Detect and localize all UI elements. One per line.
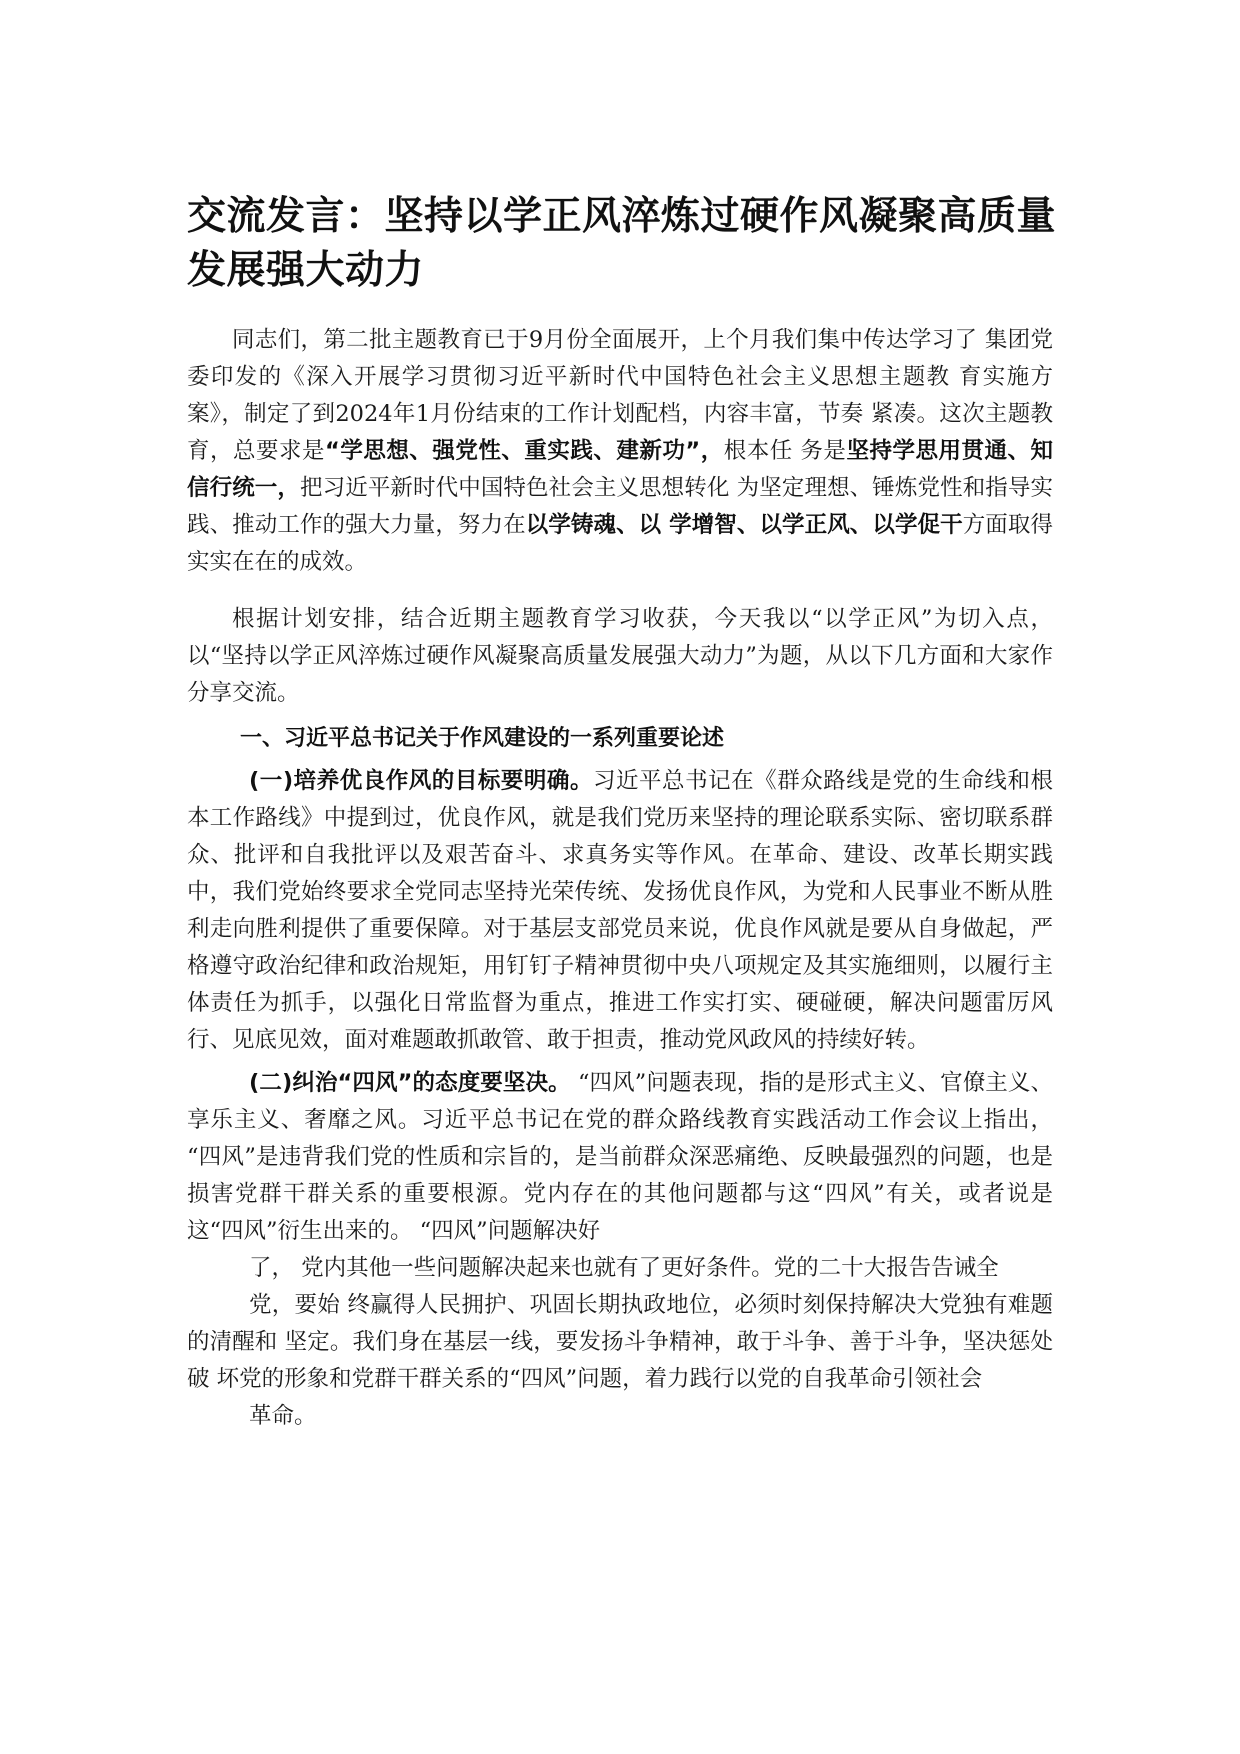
intro-text-c: 根本任 务是 [723, 438, 847, 464]
subheading-four-winds: (二)纠治“四风”的态度要坚决。 [249, 1070, 571, 1096]
good-style-text: 习近平总书记在《群众路线是党的生命线和根本工作路线》中提到过，优良作风，就是我们党历来坚持的理论联系实际、密切联系群众、批评和自我批评以及艰苦奋斗、求真务实等作风。在革命、建设、改革长期实践中，我们党始终要求全党同志坚持光荣传统、发扬优良作风，为党和人民事业不断从胜利走向胜利提供了重要保障。对于基层支部党员来说，优良作风就是要从自身做起，严格遵守政治纪律和政治规矩，用钉钉子精神贯彻中央八项规定及其实施细则，以履行主体责任为抓手，以强化日常监督为重点，推进工作实打实、硬碰硬，解决问题雷厉风行、见底见效，面对难题敢抓敢管、敢于担责，推动党风政风的持续好转。 [187, 768, 1053, 1053]
four-winds-line-3: 党，要始 终赢得人民拥护、巩固长期执政地位，必须时刻保持解决大党独有难题的清醒和 坚定。我们身在基层一线，要发扬斗争精神，敢于斗争、善于斗争，坚决惩处破 坏党的形象和党群干群关系的“四风”问题，着力践行以党的自我革命引领社会 [187, 1292, 1053, 1392]
section-heading-1: 一、习近平总书记关于作风建设的一系列重要论述 [240, 726, 725, 751]
paragraph-topic: 根据计划安排，结合近期主题教育学习收获，今天我以“以学正风”为切入点，以“坚持以学正风淬炼过硬作风凝聚高质量发展强大动力”为题，从以下几方面和大家作分享交流。 [187, 606, 1053, 706]
intro-goals: 以学铸魂、以 学增智、以学正风、以学促干 [525, 512, 963, 538]
intro-text-a: 同志们，第二批主题教育已于9月份全面展开，上个月我们集中传达学习了 集团党委印发的《深入开展学习贯彻习近平新时代中国特色社会主义思想主题教 育实施方案》，制定了到2024年1月份结束的工作计划配档，内容丰富，节奏 紧凑。这次主题教育，总要求是 [187, 327, 1053, 464]
paragraph-good-style [187, 763, 1053, 1059]
four-winds-line-4: 革命。 [249, 1403, 317, 1429]
document-body [187, 322, 1053, 1435]
intro-fundamental-task: 坚持学思用贯通、知信行统一， [187, 438, 1053, 501]
intro-general-requirement: “学思想、强党性、重实践、建新功”， [325, 438, 724, 464]
document-title: 交流发言：坚持以学正风淬炼过硬作风凝聚高质量发展强大动力 [187, 194, 1057, 293]
subheading-good-style: (一)培养优良作风的目标要明确。 [249, 768, 593, 794]
intro-text-e: 把习近平新时代中国特色社会主义思想转化 为坚定理想、锤炼党性和指导实践、推动工作的强大力量，努力在 [187, 475, 1053, 538]
four-winds-text: “四风”问题表现，指的是形式主义、官僚主义、享乐主义、奢靡之风。习近平总书记在党的群众路线教育实践活动工作会议上指出， “四风”是违背我们党的性质和宗旨的，是当前群众深恶痛绝、反映最强烈的问题，也是损害党群干群关系的重要根源。党内存在的其他问题都与这“四风”有关，或者说是这“四风”衍生出来的。 “四风”问题解决好 [187, 1070, 1053, 1244]
paragraph-four-winds [187, 1065, 1053, 1435]
four-winds-line-2: 了， 党内其他一些问题解决起来也就有了更好条件。党的二十大报告告诫全 [249, 1255, 999, 1281]
intro-text-g: 方面取得实实在在的成效。 [187, 512, 1053, 575]
paragraph-intro [187, 322, 1053, 581]
